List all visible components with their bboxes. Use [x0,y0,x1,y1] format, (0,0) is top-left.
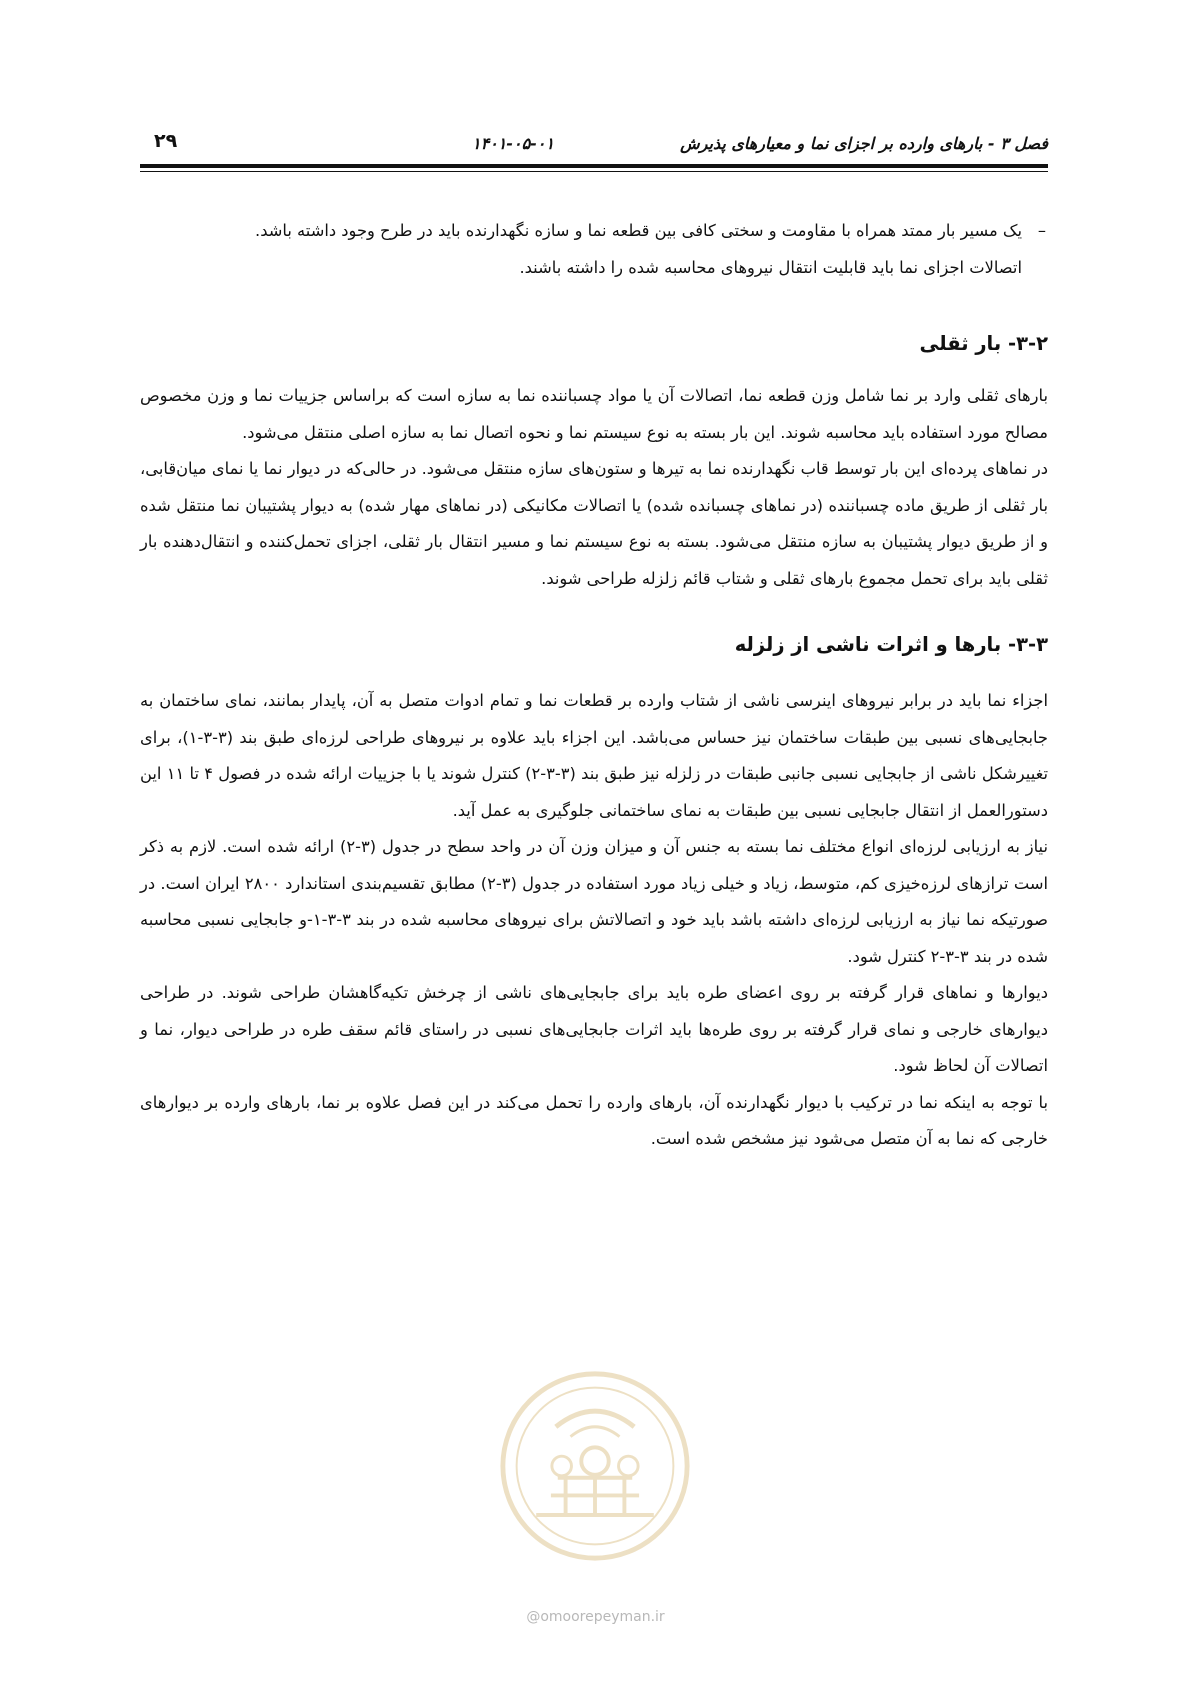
page-body [140,213,1048,1158]
bullet-item [140,213,1048,286]
chapter-title: فصل ۳ - بارهای وارده بر اجزای نما و معیارهای پذیرش [680,134,1048,153]
header-rule-thick [140,164,1048,168]
section-heading-seismic-loads: ۳-۳- بارها و اثرات ناشی از زلزله [734,633,1048,656]
page-header [140,126,1048,166]
bullet-line: اتصالات اجزای نما باید قابلیت انتقال نیروهای محاسبه شده را داشته باشند. [519,257,1022,277]
paragraph: نیاز به ارزیابی لرزه‌ای انواع مختلف نما بسته به جنس آن و میزان وزن آن در واحد سطح در جدول (۳-۲) ارائه شده است. لازم به ذکر است ترازهای لرزه‌خیزی کم، متوسط، زیاد و خیلی زیاد مورد استفاده در جدول (۳-۲) مطابق تقسیم‌بندی استاندارد ۲۸۰۰ ایران است. در صورتیکه نما نیاز به ارزیابی لرزه‌ای داشته باشد باید خود و اتصالاتش برای نیروهای محاسبه شده در بند ۳-۳-۱-و جابجایی نسبی محاسبه شده در بند ۳-۳-۲ کنترل شود. [140,837,1049,966]
section-heading-gravity-load: ۳-۲- بار ثقلی [919,332,1048,355]
watermark-url: @omoorepeyman.ir [526,1609,665,1625]
paragraph: اجزاء نما باید در برابر نیروهای اینرسی ناشی از شتاب وارده بر قطعات نما و تمام ادوات متصل به آن، پایدار بمانند، نمای ساختمان به جابجایی‌های نسبی بین طبقات ساختمان نیز حساس می‌باشد. این اجزاء باید علاوه بر نیروهای طراحی لرزه‌ای طبق بند (۳-۳-۱)، برای تغییرشکل ناشی از جابجایی نسبی جانبی طبقات در زلزله نیز طبق بند (۳-۳-۲) کنترل شوند یا با جزییات ارائه شده در فصول ۴ تا ۱۱ این دستورالعمل از انتقال جابجایی نسبی بین طبقات به نمای ساختمانی جلوگیری به عمل آید. [140,691,1049,820]
paragraph: بارهای ثقلی وارد بر نما شامل وزن قطعه نما، اتصالات آن یا مواد چسباننده نما به سازه است که براساس جزییات نما و وزن مخصوص مصالح مورد استفاده باید محاسبه شوند. این بار بسته به نوع سیستم نما و نحوه اتصال نما به سازه اصلی منتقل می‌شود. [140,386,1048,442]
paragraph: دیوارها و نماهای قرار گرفته بر روی اعضای طره باید برای جابجایی‌های ناشی از چرخش تکیه‌گاهشان طراحی شوند. در طراحی دیوارهای خارجی و نمای قرار گرفته بر روی طره‌ها باید اثرات جابجایی‌های نسبی در راستای قائم سقف طره در طراحی دیوار، نما و اتصالات آن لحاظ شود. [140,983,1048,1075]
header-rule-thin [140,171,1048,172]
paragraph: با توجه به اینکه نما در ترکیب با دیوار نگهدارنده آن، بارهای وارده را تحمل می‌کند در این فصل علاوه بر نما، بارهای وارده بر دیوارهای خارجی که نما به آن متصل می‌شود نیز مشخص شده است. [140,1092,1048,1148]
bullet-line: یک مسیر بار ممتد همراه با مقاومت و سختی کافی بین قطعه نما و سازه نگهدارنده باید در طرح وجود داشته باشد. [255,221,1022,240]
header-date: ۱۴۰۱-۰۵-۰۱ [472,134,555,153]
bullet-dash: – [1037,221,1046,240]
page-number: ۲۹ [154,130,178,152]
watermark-logo-icon [497,1368,693,1564]
paragraph: در نماهای پرده‌ای این بار توسط قاب نگهدارنده نما به تیرها و ستون‌های سازه منتقل می‌شود. در حالی‌که در دیوار نما یا نمای میان‌قابی، بار ثقلی از طریق ماده چسباننده (در نماهای چسبانده شده) یا اتصالات مکانیکی (در نماهای مهار شده) به دیوار پشتیبان نما منتقل شده و از طریق دیوار پشتیبان به سازه منتقل می‌شود. بسته به نوع سیستم نما و مسیر انتقال بار ثقلی، اجزای تحمل‌کننده و انتقال‌دهنده بار ثقلی باید برای تحمل مجموع بارهای ثقلی و شتاب قائم زلزله طراحی شوند. [140,459,1048,588]
